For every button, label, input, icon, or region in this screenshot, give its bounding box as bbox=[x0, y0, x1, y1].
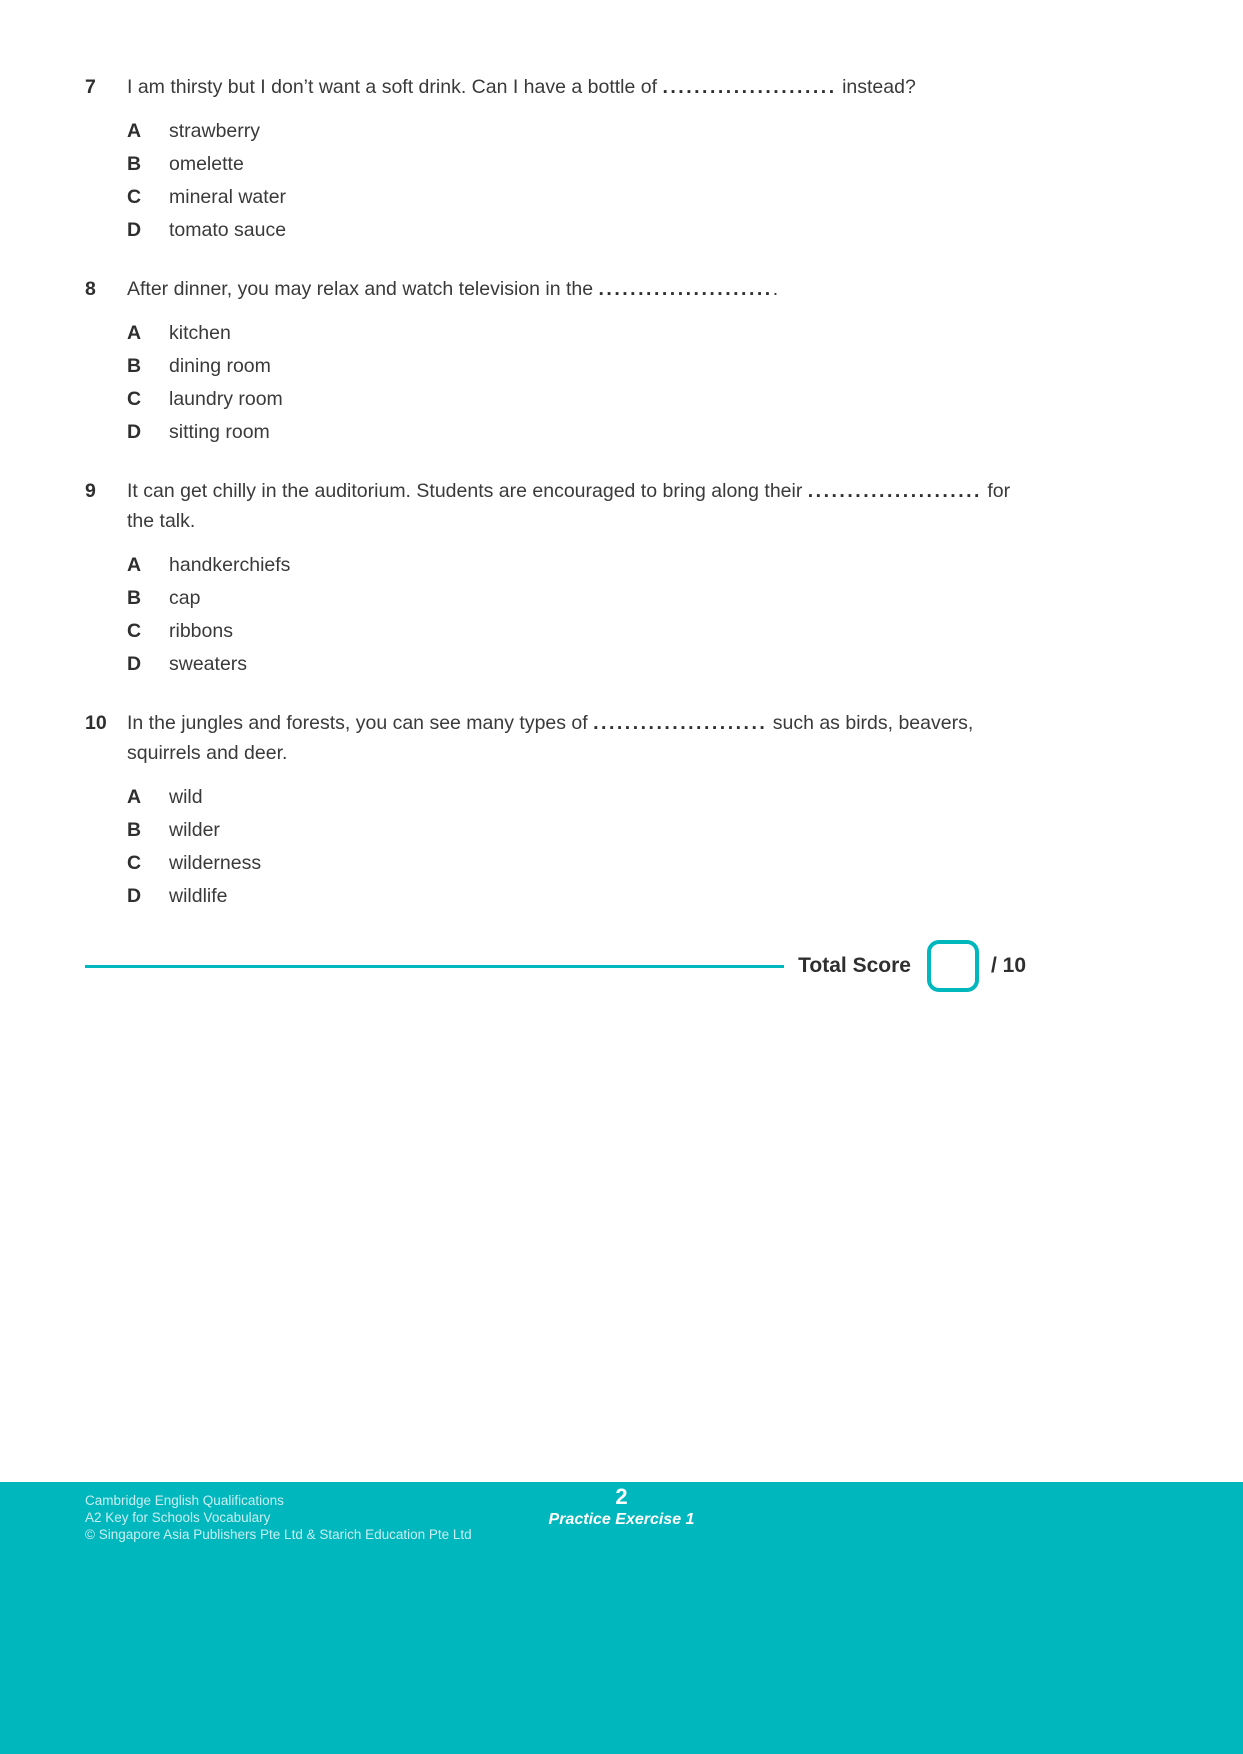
answer-blank: ...................... bbox=[593, 712, 768, 734]
option-row bbox=[127, 148, 1032, 181]
option-text: sitting room bbox=[169, 421, 270, 443]
option-text: cap bbox=[169, 587, 201, 609]
stem-after: instead? bbox=[842, 76, 916, 98]
options-list bbox=[127, 317, 1032, 449]
score-entry-box bbox=[927, 940, 979, 992]
question-7 bbox=[85, 72, 1158, 247]
option-row bbox=[127, 350, 1032, 383]
stem-before: It can get chilly in the auditorium. Students are encouraged to bring along their bbox=[127, 480, 803, 502]
score-divider-line bbox=[85, 965, 784, 968]
question-number: 7 bbox=[85, 76, 96, 98]
stem-before: In the jungles and forests, you can see many types of bbox=[127, 712, 588, 734]
question-8 bbox=[85, 274, 1158, 449]
option-text: kitchen bbox=[169, 322, 231, 344]
exercise-title: Practice Exercise 1 bbox=[548, 1511, 695, 1528]
option-letter: A bbox=[127, 554, 142, 576]
question-9 bbox=[85, 476, 1158, 681]
footer-band bbox=[0, 1482, 1243, 1754]
stem-before: After dinner, you may relax and watch television in the bbox=[127, 278, 594, 300]
answer-blank: ...................... bbox=[662, 76, 837, 98]
page-number: 2 bbox=[615, 1484, 628, 1509]
option-text: omelette bbox=[169, 153, 244, 175]
option-row bbox=[127, 181, 1032, 214]
option-letter: C bbox=[127, 852, 142, 874]
question-stem bbox=[127, 72, 1032, 102]
option-text: ribbons bbox=[169, 620, 233, 642]
option-text: wild bbox=[169, 786, 203, 808]
option-letter: D bbox=[127, 885, 142, 907]
footer-center bbox=[549, 1484, 695, 1530]
option-row bbox=[127, 549, 1032, 582]
option-row bbox=[127, 416, 1032, 449]
stem-after: for the talk. bbox=[127, 480, 1011, 532]
options-list bbox=[127, 115, 1032, 247]
question-10 bbox=[85, 708, 1158, 913]
question-stem bbox=[127, 476, 1032, 536]
option-letter: C bbox=[127, 388, 142, 410]
option-text: wilder bbox=[169, 819, 220, 841]
option-row bbox=[127, 317, 1032, 350]
footer-publisher-info bbox=[85, 1492, 472, 1543]
option-letter: A bbox=[127, 786, 142, 808]
option-letter: B bbox=[127, 587, 142, 609]
answer-blank: ...................... bbox=[598, 278, 773, 300]
option-letter: C bbox=[127, 620, 142, 642]
options-list bbox=[127, 549, 1032, 681]
stem-after: such as birds, beavers, squirrels and deer. bbox=[127, 712, 974, 764]
option-letter: B bbox=[127, 819, 142, 841]
option-text: mineral water bbox=[169, 186, 287, 208]
option-text: wildlife bbox=[169, 885, 228, 907]
option-row bbox=[127, 847, 1032, 880]
option-letter: D bbox=[127, 653, 142, 675]
total-score-label: Total Score bbox=[798, 954, 911, 977]
option-row bbox=[127, 814, 1032, 847]
option-letter: D bbox=[127, 421, 142, 443]
footer-line-book-title: A2 Key for Schools Vocabulary bbox=[85, 1510, 271, 1525]
option-text: sweaters bbox=[169, 653, 248, 675]
option-letter: A bbox=[127, 120, 142, 142]
option-row bbox=[127, 383, 1032, 416]
option-letter: A bbox=[127, 322, 142, 344]
option-row bbox=[127, 214, 1032, 247]
option-text: tomato sauce bbox=[169, 219, 287, 241]
option-letter: B bbox=[127, 355, 142, 377]
question-stem bbox=[127, 708, 1032, 768]
question-number: 8 bbox=[85, 278, 96, 300]
footer-line-copyright: © Singapore Asia Publishers Pte Ltd & Starich Education Pte Ltd bbox=[85, 1527, 472, 1542]
option-row bbox=[127, 880, 1032, 913]
question-number: 9 bbox=[85, 480, 96, 502]
option-row bbox=[127, 582, 1032, 615]
option-text: strawberry bbox=[169, 120, 261, 142]
score-denominator: / 10 bbox=[990, 954, 1026, 977]
answer-blank: ...................... bbox=[807, 480, 982, 502]
option-text: dining room bbox=[169, 355, 271, 377]
question-stem bbox=[127, 274, 1032, 304]
option-letter: B bbox=[127, 153, 142, 175]
option-row bbox=[127, 115, 1032, 148]
options-list bbox=[127, 781, 1032, 913]
option-letter: C bbox=[127, 186, 142, 208]
option-row bbox=[127, 781, 1032, 814]
option-text: handkerchiefs bbox=[169, 554, 291, 576]
option-letter: D bbox=[127, 219, 142, 241]
question-number: 10 bbox=[85, 712, 107, 734]
stem-before: I am thirsty but I don’t want a soft drink. Can I have a bottle of bbox=[127, 76, 658, 98]
option-row bbox=[127, 615, 1032, 648]
option-text: wilderness bbox=[169, 852, 262, 874]
total-score-row bbox=[85, 940, 1158, 992]
option-row bbox=[127, 648, 1032, 681]
footer-line-qualification: Cambridge English Qualifications bbox=[85, 1493, 284, 1508]
stem-after: . bbox=[772, 278, 779, 300]
option-text: laundry room bbox=[169, 388, 283, 410]
